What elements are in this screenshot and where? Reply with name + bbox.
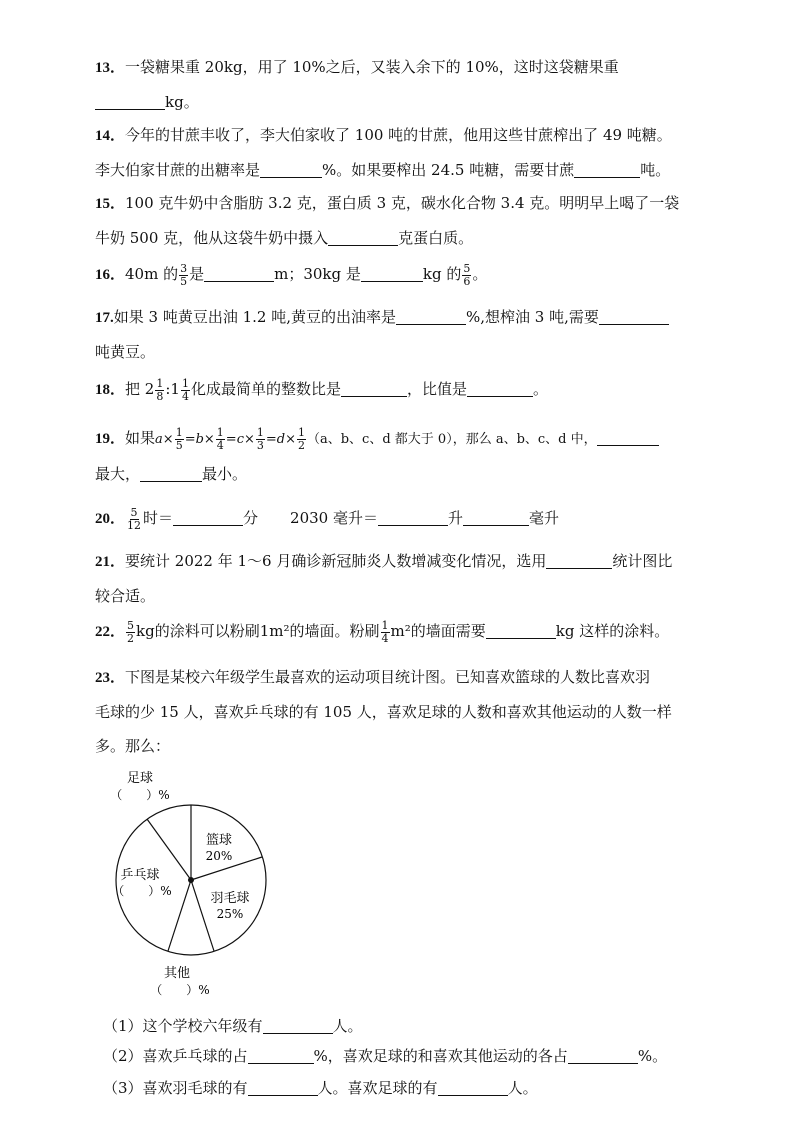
question-number: 13． <box>95 60 126 76</box>
question-text: 最大， <box>95 465 141 483</box>
question-text: 分 <box>243 509 259 527</box>
question-text: （a、b、c、d 都大于 0），那么 a、b、c、d 中， <box>306 432 597 447</box>
question-text: 人。 <box>507 1079 538 1097</box>
fraction: $\frac{1}{8}$ <box>156 376 164 403</box>
question-number: 17. <box>95 310 114 326</box>
question-text: 升 <box>448 509 464 527</box>
answer-blank[interactable] <box>438 1075 508 1096</box>
question-text: 100 克牛奶中含脂肪 3.2 克，蛋白质 3 克，碳水化合物 3.4 克。明明早上喝了一袋 <box>125 194 680 212</box>
question-text: :1 <box>165 380 180 398</box>
question-text: kg的涂料可以粉刷1m²的墙面。粉刷 <box>136 622 380 640</box>
sub-question-2 <box>103 1042 667 1070</box>
answer-blank[interactable] <box>260 157 322 178</box>
sub-question-3 <box>103 1074 538 1102</box>
answer-blank[interactable] <box>378 505 448 526</box>
question-text: 是 <box>189 265 205 283</box>
question-text: 。 <box>532 380 548 398</box>
label-badminton-pct: 25% <box>216 907 244 921</box>
label-other-pct: （ ）% <box>150 983 210 997</box>
answer-blank[interactable] <box>361 261 423 282</box>
question-number: 20． <box>95 511 126 527</box>
question-13 <box>95 50 700 119</box>
answer-blank[interactable] <box>599 304 669 325</box>
question-23 <box>95 660 700 763</box>
question-text: 化成最简单的整数比是 <box>190 380 341 398</box>
question-text: 把 2 <box>125 380 155 398</box>
fraction: $\frac{1}{5}$ <box>175 425 183 452</box>
answer-blank[interactable] <box>328 225 398 246</box>
label-football: 足球 <box>126 771 154 786</box>
question-text: m²的墙面需要 <box>390 622 486 640</box>
question-text: %。如果要榨出 24.5 吨糖，需要甘蔗 <box>322 161 575 179</box>
question-text: 统计图比 <box>612 552 673 570</box>
expr-term: =b× <box>184 432 215 447</box>
question-text: （2）喜欢乒乓球的占 <box>103 1047 248 1065</box>
question-17 <box>95 300 700 369</box>
label-pingpong-pct: （ ）% <box>112 884 172 898</box>
question-text: 人。喜欢足球的有 <box>317 1079 438 1097</box>
question-text: %，喜欢足球的和喜欢其他运动的各占 <box>313 1047 568 1065</box>
question-21 <box>95 544 700 613</box>
question-text: 如果 <box>125 429 156 447</box>
question-15 <box>95 186 700 255</box>
pie-center-dot <box>188 877 194 883</box>
fraction: $\frac{1}{4}$ <box>181 376 189 403</box>
question-text: kg 的 <box>422 265 462 283</box>
question-text: 一袋糖果重 20kg，用了 10%之后，又装入余下的 10%，这时这袋糖果重 <box>125 58 619 76</box>
question-text: 下图是某校六年级学生最喜欢的运动项目统计图。已知喜欢篮球的人数比喜欢羽 <box>125 668 651 686</box>
fraction: $\frac{1}{4}$ <box>216 425 224 452</box>
question-text: kg 这样的涂料。 <box>555 622 670 640</box>
question-text: 2030 毫升＝ <box>290 509 378 527</box>
answer-blank[interactable] <box>568 1043 638 1064</box>
answer-blank[interactable] <box>546 548 612 569</box>
fraction: $\frac{5}{6}$ <box>463 261 471 288</box>
question-text: 要统计 2022 年 1～6 月确诊新冠肺炎人数增减变化情况，选用 <box>125 552 547 570</box>
answer-blank[interactable] <box>486 618 556 639</box>
unit-text: kg。 <box>165 93 199 111</box>
question-number: 14． <box>95 128 126 144</box>
answer-blank[interactable] <box>263 1013 333 1034</box>
expr-term: =d× <box>265 432 296 447</box>
question-text: 最小。 <box>202 465 248 483</box>
label-basketball: 篮球 <box>205 833 233 848</box>
question-text: 今年的甘蔗丰收了，李大伯家收了 100 吨的甘蔗，他用这些甘蔗榨出了 49 吨糖。 <box>125 126 672 144</box>
answer-blank[interactable] <box>248 1075 318 1096</box>
question-19 <box>95 421 700 491</box>
label-other: 其他 <box>163 966 191 981</box>
question-text: 人。 <box>332 1017 363 1035</box>
question-text: 多。那么： <box>95 737 171 755</box>
question-text: 吨黄豆。 <box>95 343 156 361</box>
question-text: 吨。 <box>640 161 671 179</box>
fraction: $\frac{1}{4}$ <box>381 618 389 645</box>
question-number: 19． <box>95 431 126 447</box>
label-badminton: 羽毛球 <box>210 891 250 906</box>
fraction: $\frac{3}{5}$ <box>180 261 188 288</box>
label-pingpong: 乒乓球 <box>120 868 160 883</box>
expr-term: a× <box>155 432 174 447</box>
question-number: 15． <box>95 196 126 212</box>
question-20 <box>95 501 700 536</box>
answer-blank[interactable] <box>248 1043 314 1064</box>
question-text: %,想榨油 3 吨,需要 <box>466 308 599 326</box>
question-text: ，比值是 <box>406 380 467 398</box>
sports-pie-chart <box>100 764 330 1004</box>
question-text: %。 <box>637 1047 668 1065</box>
label-basketball-pct: 20% <box>205 849 233 863</box>
question-text: 克蛋白质。 <box>398 229 474 247</box>
question-text: 毫升 <box>529 509 560 527</box>
answer-blank[interactable] <box>463 505 529 526</box>
question-text: 较合适。 <box>95 587 156 605</box>
question-number: 21． <box>95 554 126 570</box>
question-text: （1）这个学校六年级有 <box>103 1017 263 1035</box>
answer-blank[interactable] <box>95 89 165 110</box>
answer-blank[interactable] <box>396 304 466 325</box>
question-number: 18． <box>95 382 126 398</box>
question-number: 23． <box>95 670 126 686</box>
question-text: 40m 的 <box>125 265 179 283</box>
answer-blank[interactable] <box>574 157 640 178</box>
question-text: 李大伯家甘蔗的出糖率是 <box>95 161 261 179</box>
question-22 <box>95 614 700 649</box>
question-16 <box>95 257 700 292</box>
expr-term: =c× <box>225 432 255 447</box>
question-text: 如果 3 吨黄豆出油 1.2 吨,黄豆的出油率是 <box>113 308 396 326</box>
answer-blank[interactable] <box>140 461 202 482</box>
question-number: 22． <box>95 624 126 640</box>
fraction: $\frac{5}{12}$ <box>127 505 142 532</box>
answer-blank[interactable] <box>173 505 243 526</box>
sub-question-1 <box>103 1012 363 1040</box>
question-text: 毛球的少 15 人，喜欢乒乓球的有 105 人，喜欢足球的人数和喜欢其他运动的人数一样 <box>95 703 672 721</box>
question-text: 牛奶 500 克，他从这袋牛奶中摄入 <box>95 229 329 247</box>
answer-blank[interactable] <box>341 376 407 397</box>
label-football-pct: （ ）% <box>110 788 170 802</box>
answer-blank[interactable] <box>204 261 274 282</box>
question-number: 16． <box>95 267 126 283</box>
question-text: 时＝ <box>143 509 174 527</box>
question-14 <box>95 118 700 187</box>
answer-blank[interactable] <box>597 425 659 446</box>
question-text: （3）喜欢羽毛球的有 <box>103 1079 248 1097</box>
fraction: $\frac{1}{3}$ <box>256 425 264 452</box>
fraction: $\frac{1}{2}$ <box>297 425 305 452</box>
question-text: m；30kg 是 <box>274 265 361 283</box>
answer-blank[interactable] <box>467 376 533 397</box>
fraction: $\frac{5}{2}$ <box>127 618 135 645</box>
question-18 <box>95 372 700 407</box>
question-text: 。 <box>472 265 488 283</box>
